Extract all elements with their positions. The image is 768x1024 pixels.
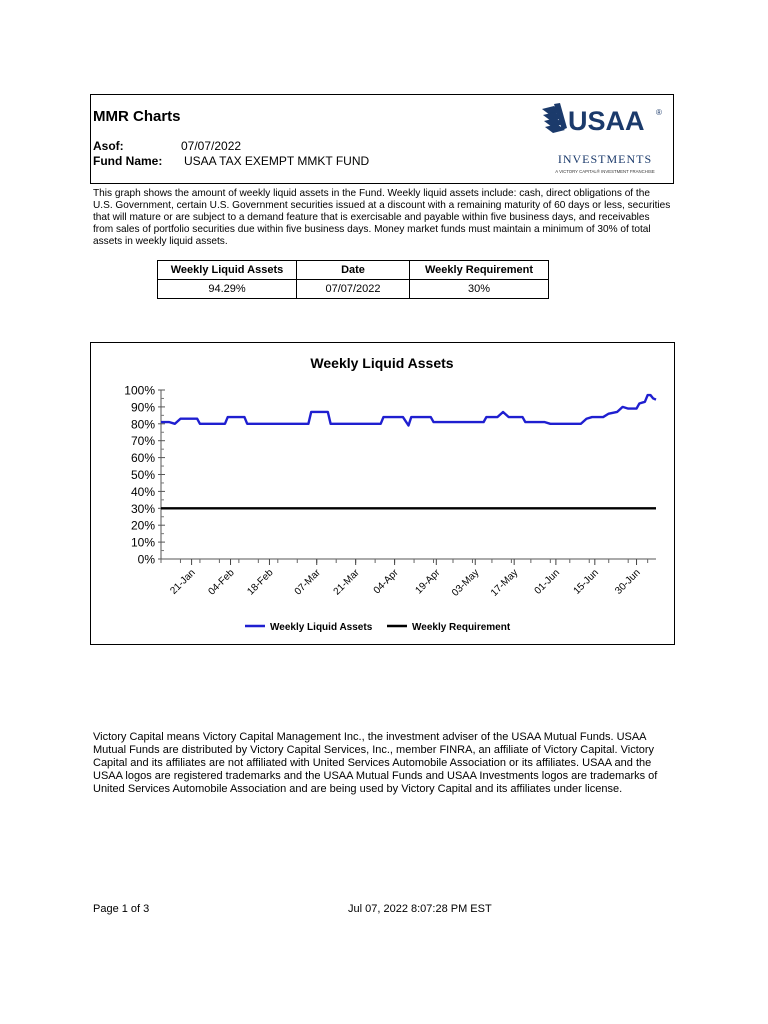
logo-tagline: A VICTORY CAPITAL® INVESTMENT FRANCHISE [555, 169, 655, 174]
x-tick-label: 21-Jan [168, 567, 198, 597]
x-tick-label: 15-Jun [571, 567, 601, 597]
weekly-liquid-assets-chart [90, 342, 675, 645]
x-tick-label: 18-Feb [245, 567, 276, 598]
chart-legend [245, 622, 511, 633]
series-layer [161, 395, 656, 508]
asof-label: Asof: [93, 139, 124, 153]
y-tick-label: 50% [130, 468, 155, 482]
summary-table-header-row [158, 261, 549, 280]
generated-timestamp: Jul 07, 2022 8:07:28 PM EST [348, 903, 492, 915]
summary-table [157, 260, 549, 299]
x-tick-label: 03-May [449, 567, 482, 599]
legend-label: Weekly Liquid Assets [270, 622, 373, 633]
intro-paragraph: This graph shows the amount of weekly liquid assets in the Fund. Weekly liquid assets include: cash, direct obligations of the U.S. Government, certain U.S. Government securities issued at a discount with a remaining maturity of 60 days or less, securities that will mature or are subject to a demand feature that is exercisable and payable within five business days, and receivables from sales of portfolio securities due within five business days. Money market funds must maintain a minimum of 30% of total assets in weekly liquid assets. [93, 188, 671, 247]
logo-investments: INVESTMENTS [557, 152, 653, 166]
y-tick-label: 20% [130, 518, 155, 533]
col-header-date: Date [297, 261, 410, 280]
y-tick-label: 70% [130, 434, 155, 449]
x-tick-label: 17-May [488, 567, 521, 599]
chart-title: Weekly Liquid Assets [310, 355, 454, 371]
y-axis [124, 384, 165, 567]
y-tick-label: 60% [130, 451, 155, 466]
logo-brand: USAA [568, 106, 645, 136]
cell-weekly-requirement: 30% [410, 280, 549, 299]
disclaimer-paragraph: Victory Capital means Victory Capital Management Inc., the investment adviser of the USAA Mutual Funds. USAA Mutual Funds are distributed by Victory Capital Services, Inc., member FINRA, an affiliate of Victory Capital. Victory Capital and its affiliates are not affiliated with United Services Automobile Association or its affiliates. USAA and the USAA logos are registered trademarks and the USAA Mutual Funds and USAA Investments logos are trademarks of United Services Automobile Association and are being used by Victory Capital and its affiliates under license. [93, 731, 658, 795]
summary-table-row [158, 280, 549, 299]
usaa-investments-logo [540, 100, 666, 180]
x-tick-label: 07-Mar [292, 567, 323, 598]
col-header-weekly-liquid-assets: Weekly Liquid Assets [158, 261, 297, 280]
x-tick-label: 04-Feb [206, 567, 237, 598]
col-header-weekly-requirement: Weekly Requirement [410, 261, 549, 280]
y-tick-label: 30% [130, 501, 155, 516]
series-line-weekly-liquid-assets [161, 395, 656, 425]
fund-name-label: Fund Name: [93, 154, 163, 168]
y-tick-label: 40% [130, 484, 155, 499]
page-number: Page 1 of 3 [93, 903, 150, 915]
x-tick-label: 01-Jun [532, 567, 563, 597]
fund-name-value: USAA TAX EXEMPT MMKT FUND [184, 154, 370, 168]
y-tick-label: 10% [130, 535, 155, 550]
eagle-icon [542, 103, 567, 133]
x-tick-label: 19-Apr [413, 567, 443, 597]
y-tick-label: 80% [130, 417, 155, 432]
cell-weekly-liquid-assets: 94.29% [158, 280, 297, 299]
x-tick-label: 04-Apr [371, 567, 401, 597]
logo-registered: ® [656, 108, 662, 117]
y-tick-label: 0% [137, 552, 155, 567]
y-tick-label: 90% [130, 400, 155, 415]
asof-value: 07/07/2022 [181, 139, 242, 153]
cell-date: 07/07/2022 [297, 280, 410, 299]
page-title: MMR Charts [93, 108, 181, 125]
legend-label: Weekly Requirement [412, 622, 511, 633]
x-axis [161, 559, 656, 599]
y-tick-label: 100% [124, 383, 155, 398]
x-tick-label: 30-Jun [613, 567, 643, 597]
x-tick-label: 21-Mar [331, 567, 362, 598]
